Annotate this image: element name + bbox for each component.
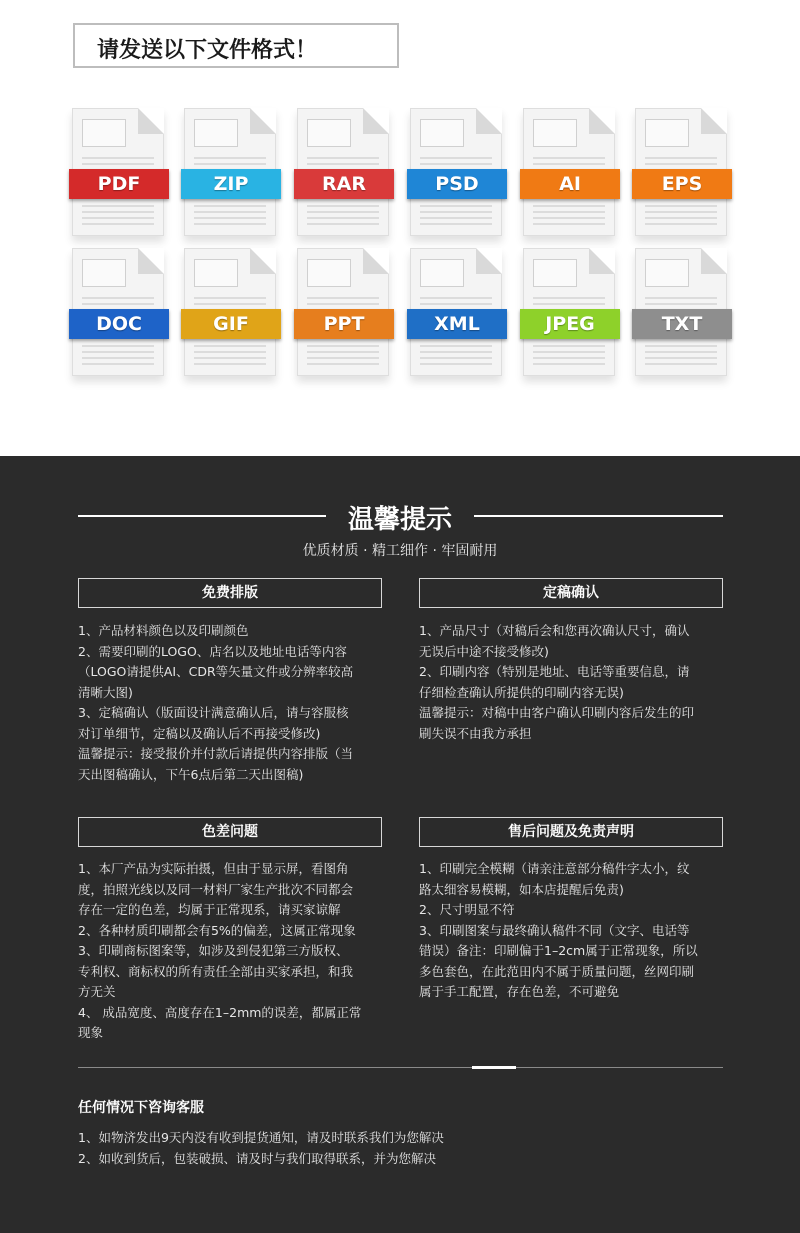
document-text-line (194, 363, 266, 365)
page-fold-icon (701, 108, 727, 134)
format-band (520, 169, 620, 199)
format-label: JPEG (545, 313, 595, 335)
document-text-line (645, 357, 717, 359)
document-text-line (420, 157, 492, 159)
document-text-line (307, 163, 379, 165)
document-text-line (307, 345, 379, 347)
document-text-line (420, 211, 492, 213)
after-sales-line: 1、印刷完全模糊（请亲注意部分稿件字太小，纹 (419, 861, 690, 876)
contact-title: 任何情况下咨询客服 (78, 1100, 204, 1116)
document-text-line (307, 223, 379, 225)
document-text-line (82, 351, 154, 353)
color-diff-text (78, 859, 361, 1044)
document-text-line (645, 363, 717, 365)
free-layout-text (78, 621, 353, 785)
document-thumbnail (533, 259, 577, 287)
free-layout-line: 清晰大图) (78, 684, 133, 700)
document-text-line (82, 363, 154, 365)
free-layout-line: 1、产品材料颜色以及印刷颜色 (78, 623, 249, 638)
after-sales-heading: 售后问题及免责声明 (419, 817, 723, 847)
file-format-icon-zip (184, 108, 298, 253)
divider-highlight (472, 1066, 516, 1069)
free-layout-line: （LOGO请提供AI、CDR等矢量文件或分辨率较高 (78, 664, 354, 679)
color-diff-line: 4、 成品宽度、高度存在1–2mm的误差，都属正常 (78, 1004, 362, 1020)
format-label: EPS (661, 173, 703, 195)
color-diff-line: 度，拍照光线以及同一材料厂家生产批次不同都会 (78, 881, 354, 897)
final-confirm-line: 刷失误不由我方承担 (419, 725, 532, 741)
document-text-line (307, 363, 379, 365)
document-text-line (420, 297, 492, 299)
file-format-icon-eps (635, 108, 749, 253)
page-fold-icon (589, 248, 615, 274)
document-icon (184, 248, 276, 376)
format-label: PPT (323, 313, 365, 335)
document-text-line (533, 217, 605, 219)
document-text-line (82, 157, 154, 159)
document-thumbnail (645, 119, 689, 147)
document-text-line (533, 303, 605, 305)
document-text-line (645, 351, 717, 353)
document-thumbnail (533, 119, 577, 147)
document-text-line (82, 303, 154, 305)
final-confirm-line: 2、印刷内容（特别是地址、电话等重要信息，请 (419, 664, 690, 679)
document-text-line (645, 157, 717, 159)
document-icon (297, 248, 389, 376)
formats-heading-box (73, 23, 399, 68)
document-text-line (420, 217, 492, 219)
document-thumbnail (307, 259, 351, 287)
format-label: RAR (322, 173, 366, 195)
document-text-line (533, 211, 605, 213)
final-confirm-text (419, 621, 694, 744)
color-diff-line: 3、印刷商标图案等，如涉及到侵犯第三方版权、 (78, 943, 349, 958)
page-fold-icon (250, 108, 276, 134)
color-diff-heading: 色差问题 (78, 817, 382, 847)
tips-title: 温馨提示 (347, 505, 452, 535)
contact-line: 2、如收到货后，包装破损、请及时与我们取得联系，并为您解决 (78, 1150, 436, 1166)
document-text-line (533, 345, 605, 347)
free-layout-heading: 免费排版 (78, 578, 382, 608)
final-confirm-line: 仔细检查确认所提供的印刷内容无误) (419, 684, 624, 700)
final-confirm-line: 无误后中途不接受修改) (419, 643, 549, 659)
document-text-line (194, 217, 266, 219)
file-format-icon-ppt (297, 248, 411, 393)
file-format-icon-pdf (72, 108, 186, 253)
file-format-icon-gif (184, 248, 298, 393)
document-text-line (420, 363, 492, 365)
tips-rule-left (78, 515, 326, 517)
document-text-line (194, 223, 266, 225)
final-confirm-line: 温馨提示：对稿中由客户确认印刷内容后发生的印 (419, 705, 695, 720)
document-icon (410, 108, 502, 236)
format-label: GIF (213, 313, 249, 335)
page-fold-icon (138, 248, 164, 274)
format-label: DOC (96, 313, 142, 335)
tips-subtitle: 优质材质 · 精工细作 · 牢固耐用 (302, 543, 498, 559)
free-layout-line: 2、需要印刷的LOGO、店名以及地址电话等内容 (78, 643, 347, 659)
after-sales-line: 错误）备注：印刷偏于1–2cm属于正常现象，所以 (419, 943, 698, 958)
page-fold-icon (476, 248, 502, 274)
document-text-line (194, 357, 266, 359)
document-icon (410, 248, 502, 376)
page-fold-icon (363, 108, 389, 134)
document-text-line (194, 351, 266, 353)
document-text-line (307, 351, 379, 353)
document-icon (297, 108, 389, 236)
after-sales-line: 路太细容易模糊，如本店提醒后免责) (419, 881, 624, 897)
document-text-line (82, 345, 154, 347)
document-text-line (82, 217, 154, 219)
file-format-icon-psd (410, 108, 524, 253)
document-text-line (645, 297, 717, 299)
document-icon (635, 248, 727, 376)
page-fold-icon (476, 108, 502, 134)
format-band (407, 169, 507, 199)
document-text-line (645, 345, 717, 347)
color-diff-line: 方无关 (78, 984, 116, 999)
document-text-line (307, 357, 379, 359)
color-diff-line: 2、各种材质印刷都会有5%的偏差，这属正常现象 (78, 922, 356, 938)
document-thumbnail (82, 259, 126, 287)
document-icon (72, 108, 164, 236)
document-thumbnail (645, 259, 689, 287)
free-layout-line: 3、定稿确认（版面设计满意确认后，请与容服核 (78, 705, 349, 720)
color-diff-line: 现象 (78, 1025, 104, 1040)
document-text-line (420, 357, 492, 359)
free-layout-line: 对订单细节，定稿以及确认后不再接受修改) (78, 725, 321, 741)
page-fold-icon (589, 108, 615, 134)
document-text-line (307, 217, 379, 219)
document-thumbnail (82, 119, 126, 147)
document-text-line (533, 363, 605, 365)
document-text-line (645, 217, 717, 219)
document-icon (523, 108, 615, 236)
document-text-line (420, 223, 492, 225)
document-text-line (533, 357, 605, 359)
file-format-icon-rar (297, 108, 411, 253)
contact-text (78, 1128, 444, 1169)
document-text-line (82, 223, 154, 225)
document-text-line (194, 157, 266, 159)
format-label: PDF (97, 173, 141, 195)
document-text-line (533, 157, 605, 159)
color-diff-line: 1、本厂产品为实际拍摄，但由于显示屏，看图角 (78, 861, 349, 876)
color-diff-line: 专利权、商标权的所有责任全部由买家承担，和我 (78, 963, 354, 979)
document-text-line (645, 303, 717, 305)
document-text-line (194, 211, 266, 213)
document-text-line (533, 297, 605, 299)
document-text-line (645, 223, 717, 225)
document-text-line (420, 163, 492, 165)
document-text-line (420, 303, 492, 305)
document-text-line (194, 205, 266, 207)
document-thumbnail (194, 259, 238, 287)
page-fold-icon (701, 248, 727, 274)
after-sales-text (419, 859, 698, 1003)
document-text-line (645, 211, 717, 213)
page-fold-icon (250, 248, 276, 274)
document-text-line (82, 297, 154, 299)
document-thumbnail (307, 119, 351, 147)
format-band (294, 169, 394, 199)
document-text-line (533, 205, 605, 207)
file-format-icon-ai (523, 108, 637, 253)
document-text-line (420, 351, 492, 353)
format-band (520, 309, 620, 339)
free-layout-line: 温馨提示：接受报价并付款后请提供内容排版（当 (78, 746, 354, 761)
document-text-line (533, 223, 605, 225)
document-text-line (307, 297, 379, 299)
format-band (181, 309, 281, 339)
document-text-line (307, 211, 379, 213)
file-format-icon-doc (72, 248, 186, 393)
document-icon (635, 108, 727, 236)
document-text-line (420, 205, 492, 207)
page-fold-icon (363, 248, 389, 274)
contact-line: 1、如物济发出9天内没有收到提货通知，请及时联系我们为您解决 (78, 1130, 444, 1145)
after-sales-line: 多色套色，在此范田内不属于质量问题，丝网印刷 (419, 963, 695, 979)
document-text-line (307, 303, 379, 305)
document-text-line (645, 205, 717, 207)
format-band (69, 309, 169, 339)
document-text-line (194, 297, 266, 299)
document-icon (184, 108, 276, 236)
document-text-line (82, 357, 154, 359)
format-band (632, 309, 732, 339)
document-text-line (194, 345, 266, 347)
formats-heading: 请发送以下文件格式！ (97, 38, 318, 63)
after-sales-line: 2、尺寸明显不符 (419, 902, 515, 917)
format-label: PSD (435, 173, 479, 195)
document-text-line (307, 157, 379, 159)
file-format-icon-xml (410, 248, 524, 393)
document-text-line (82, 163, 154, 165)
document-text-line (645, 163, 717, 165)
format-band (69, 169, 169, 199)
document-thumbnail (420, 259, 464, 287)
divider (78, 1067, 723, 1068)
document-text-line (194, 163, 266, 165)
document-text-line (420, 345, 492, 347)
format-label: TXT (661, 313, 703, 335)
format-label: ZIP (213, 173, 249, 195)
after-sales-line: 属于手工配置，存在色差，不可避免 (419, 984, 620, 999)
document-icon (523, 248, 615, 376)
final-confirm-line: 1、产品尺寸（对稿后会和您再次确认尺寸，确认 (419, 623, 690, 638)
color-diff-line: 存在一定的色差，均属于正常现系，请买家谅解 (78, 902, 341, 917)
format-band (181, 169, 281, 199)
format-band (294, 309, 394, 339)
document-text-line (533, 351, 605, 353)
file-format-icon-jpeg (523, 248, 637, 393)
final-confirm-heading: 定稿确认 (419, 578, 723, 608)
document-text-line (82, 205, 154, 207)
file-format-icon-txt (635, 248, 749, 393)
free-layout-line: 天出图稿确认，下午6点后第二天出图稿) (78, 766, 304, 782)
format-label: XML (434, 313, 480, 335)
format-band (632, 169, 732, 199)
document-icon (72, 248, 164, 376)
format-band (407, 309, 507, 339)
format-label: AI (559, 173, 581, 195)
document-thumbnail (194, 119, 238, 147)
document-text-line (82, 211, 154, 213)
file-formats-panel (0, 0, 800, 456)
document-text-line (533, 163, 605, 165)
after-sales-line: 3、印刷图案与最终确认稿件不同（文字、电话等 (419, 922, 690, 938)
tips-rule-right (474, 515, 723, 517)
document-thumbnail (420, 119, 464, 147)
document-text-line (194, 303, 266, 305)
document-text-line (307, 205, 379, 207)
page-fold-icon (138, 108, 164, 134)
